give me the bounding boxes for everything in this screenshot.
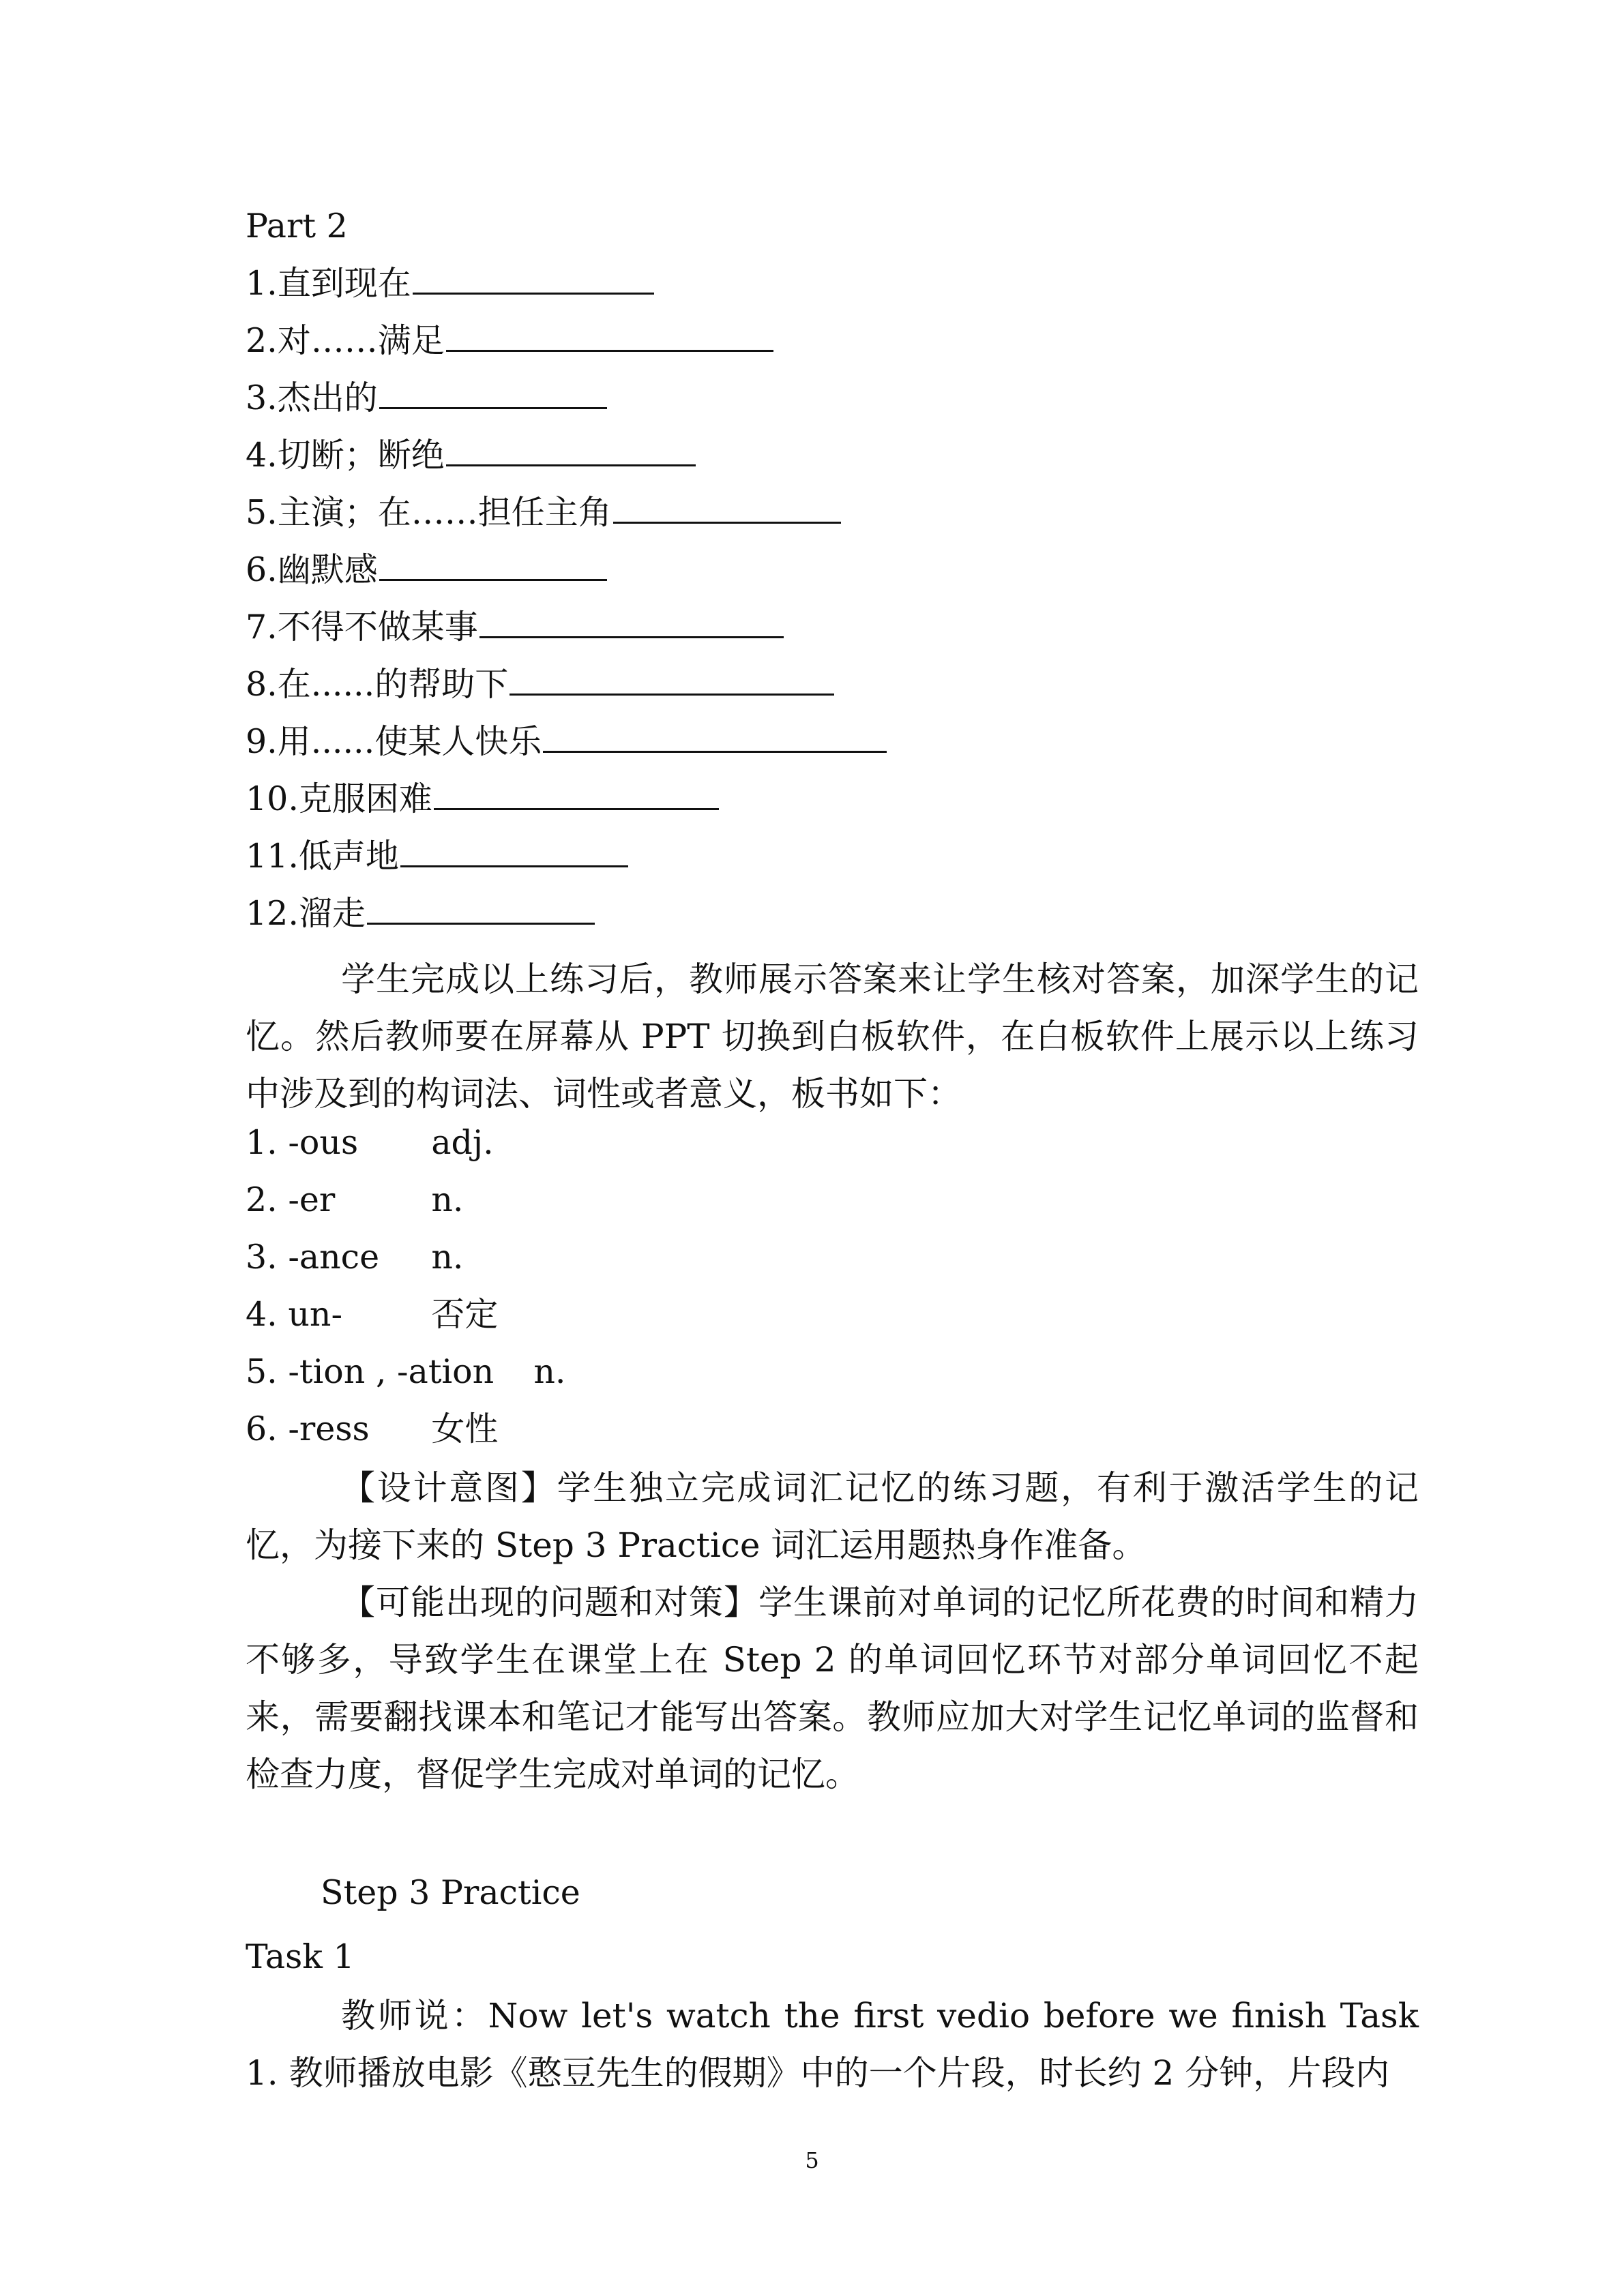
board-item-meaning: n. [533, 1352, 566, 1391]
vocab-item [246, 435, 696, 476]
vocab-item [246, 263, 654, 304]
vocab-item-label: 3.杰出的 [246, 378, 378, 417]
board-item-number: 3. [246, 1238, 278, 1277]
board-item-number: 4. [246, 1295, 278, 1334]
board-item [246, 1122, 494, 1163]
vocab-item-label: 6.幽默感 [246, 550, 378, 589]
intro-paragraph: 学生完成以上练习后，教师展示答案来让学生核对答案，加深学生的记忆。然后教师要在屏幕从 PPT 切换到白板软件，在白板软件上展示以上练习中涉及到的构词法、词性或者意义，板书如下： [246, 959, 1419, 1114]
board-item-number: 1. [246, 1123, 278, 1162]
board-item [246, 1180, 463, 1221]
vocab-item [246, 779, 719, 820]
vocab-item [246, 664, 834, 705]
vocab-item-label: 11.低声地 [246, 837, 399, 876]
answer-blank[interactable] [446, 321, 773, 352]
answer-blank[interactable] [510, 665, 834, 696]
answer-blank[interactable] [400, 837, 628, 867]
board-item-number: 2. [246, 1180, 278, 1219]
answer-blank[interactable] [543, 722, 887, 753]
board-item-meaning: 女性 [431, 1410, 499, 1448]
vocab-item-label: 1.直到现在 [246, 264, 411, 303]
board-item [246, 1352, 565, 1392]
task-paragraph: 教师说：Now let's watch the first vedio before we finish Task 1. 教师播放电影《憨豆先生的假期》中的一个片段，时长约 2 分钟，片段内 [246, 1996, 1419, 2093]
design-intent-paragraph: 【设计意图】学生独立完成词汇记忆的练习题，有利于激活学生的记忆，为接下来的 Step 3 Practice 词汇运用题热身作准备。 [246, 1468, 1419, 1565]
answer-blank[interactable] [413, 264, 654, 295]
vocab-item [246, 320, 773, 361]
board-item-meaning: 否定 [431, 1295, 499, 1334]
board-item-affix: -ance [288, 1238, 380, 1277]
vocab-item [246, 836, 628, 877]
board-item-affix: un- [288, 1295, 343, 1334]
vocab-item-label: 9.用......使某人快乐 [246, 722, 542, 761]
answer-blank[interactable] [446, 436, 696, 466]
board-item-meaning: adj. [431, 1123, 494, 1162]
answer-blank[interactable] [613, 493, 841, 524]
answer-blank[interactable] [479, 608, 784, 638]
answer-blank[interactable] [379, 550, 607, 581]
board-item-meaning: n. [431, 1238, 464, 1277]
vocab-item [246, 378, 607, 419]
vocab-item [246, 893, 595, 934]
answer-blank[interactable] [379, 378, 607, 409]
board-item-affix: -ress [288, 1410, 370, 1448]
board-item [246, 1409, 498, 1450]
problems-paragraph: 【可能出现的问题和对策】学生课前对单词的记忆所花费的时间和精力不够多，导致学生在课堂上在 Step 2 的单词回忆环节对部分单词回忆不起来，需要翻找课本和笔记才能写出答案。教师应加大对学生记忆单词的监督和检查力度，督促学生完成对单词的记忆。 [246, 1583, 1419, 1794]
part-title: Part 2 [246, 207, 348, 245]
board-item-affix: -tion , -ation [288, 1352, 494, 1391]
vocab-item-label: 7.不得不做某事 [246, 608, 478, 646]
step-heading: Step 3 Practice [321, 1873, 580, 1912]
vocab-item [246, 492, 841, 533]
board-item-number: 5. [246, 1352, 278, 1391]
vocab-item-label: 5.主演；在……担任主角 [246, 493, 612, 532]
task-heading: Task 1 [246, 1937, 355, 1976]
vocab-item-label: 4.切断；断绝 [246, 436, 445, 475]
board-item [246, 1237, 463, 1278]
board-item-meaning: n. [431, 1180, 464, 1219]
board-item-affix: -ous [288, 1123, 359, 1162]
vocab-item [246, 607, 784, 648]
page-number: 5 [805, 2147, 819, 2173]
board-item-affix: -er [288, 1180, 336, 1219]
board-item [246, 1294, 498, 1335]
vocab-item-label: 2.对……满足 [246, 321, 445, 360]
vocab-item-label: 12.溜走 [246, 894, 366, 933]
vocab-item [246, 721, 887, 762]
answer-blank[interactable] [367, 894, 595, 925]
vocab-item-label: 10.克服困难 [246, 779, 432, 818]
vocab-item-label: 8.在......的帮助下 [246, 665, 509, 704]
answer-blank[interactable] [434, 779, 719, 810]
vocab-item [246, 550, 607, 591]
board-item-number: 6. [246, 1410, 278, 1448]
